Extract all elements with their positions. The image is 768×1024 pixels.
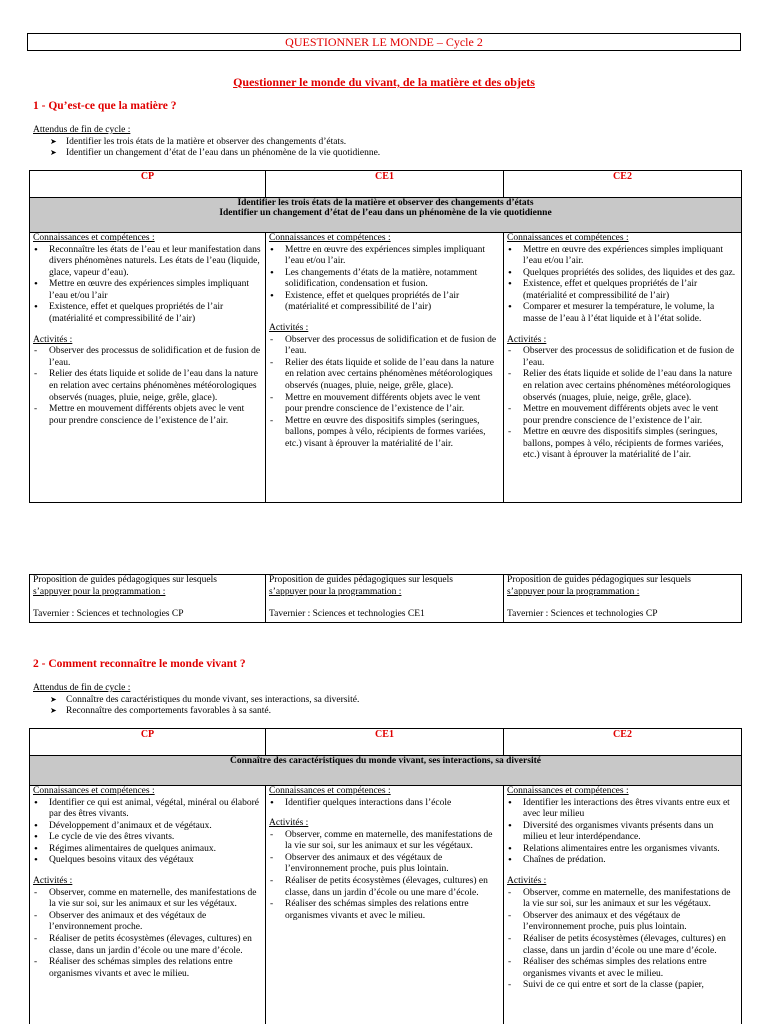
list-item: • Diversité des organismes vivants présents dans un milieu et leur interdépendance. — [507, 821, 738, 844]
activities-label: Activités : — [269, 323, 309, 334]
list-item: - Mettre en œuvre des dispositifs simples (seringues, ballons, pompes à vélo, récipients de formes variées, etc.) visant à éprouver la matérialité de l’air. — [269, 416, 500, 451]
cell-ce1 — [266, 233, 504, 503]
list-item: • Identifier les interactions des êtres vivants entre eux et avec leur milieu — [507, 798, 738, 821]
column-header-cp: CP — [30, 171, 266, 198]
list-item: - Mettre en mouvement différents objets avec le vent pour prendre conscience de l’existence de l’air. — [269, 393, 500, 416]
column-header-ce2: CE2 — [504, 729, 742, 756]
list-item: • Reconnaître les états de l’eau et leur manifestation dans divers phénomènes naturels. Les états de l’eau (liquide, glace, vapeur d’eau). — [33, 245, 262, 280]
section1-objectives-band — [30, 198, 742, 233]
cell-cp — [30, 233, 266, 503]
activities-label: Activités : — [33, 876, 73, 887]
cell-label: Connaissances et compétences : — [507, 233, 629, 243]
list-item: - Observer des animaux et des végétaux de l’environnement proche. — [33, 911, 262, 934]
cell-label: Connaissances et compétences : — [507, 786, 629, 796]
list-item: - Observer des animaux et des végétaux de l’environnement proche, puis plus lointain. — [269, 853, 500, 876]
list-item: • Mettre en œuvre des expériences simples impliquant l’eau et/ou l’air. — [269, 245, 500, 268]
document-subtitle: Questionner le monde du vivant, de la matière et des objets — [233, 75, 535, 89]
attendus-item: ➤ Connaître des caractéristiques du monde vivant, ses interactions, sa diversité. — [50, 695, 359, 707]
guide-line: s’appuyer pour la programmation : — [269, 586, 402, 597]
list-item: • Le cycle de vie des êtres vivants. — [33, 832, 262, 844]
list-item: - Observer des animaux et des végétaux de l’environnement proche, puis plus lointain. — [507, 911, 738, 934]
guide-line: s’appuyer pour la programmation : — [507, 586, 640, 597]
activities-label: Activités : — [269, 818, 309, 829]
list-item: - Réaliser de petits écosystèmes (élevages, cultures) en classe, dans un jardin d’école ou une mare d’école. — [33, 934, 262, 957]
list-item: • Existence, effet et quelques propriétés de l’air (matérialité et compressibilité de l’air) — [33, 302, 262, 325]
band-line: Connaître des caractéristiques du monde vivant, ses interactions, sa diversité — [230, 756, 541, 766]
section1-table — [29, 170, 742, 503]
attendus-label: Attendus de fin de cycle : — [33, 683, 131, 693]
band-line: Identifier les trois états de la matière et observer des changements d’états — [237, 198, 534, 208]
list-item: • Régimes alimentaires de quelques animaux. — [33, 844, 262, 856]
attendus-item: ➤ Reconnaître des comportements favorables à sa santé. — [50, 706, 359, 718]
list-item: - Relier des états liquide et solide de l’eau dans la nature en relation avec certains phénomènes météorologiques observés (nuages, pluie, neige, grêle, glace). — [507, 369, 738, 404]
attendus-item: ➤ Identifier les trois états de la matière et observer des changements d’états. — [50, 137, 380, 149]
list-item: - Suivi de ce qui entre et sort de la classe (papier, — [507, 980, 738, 992]
list-item: - Réaliser des schémas simples des relations entre organismes vivants et avec le milieu. — [507, 957, 738, 980]
guides-table — [29, 574, 742, 623]
list-item: • Relations alimentaires entre les organismes vivants. — [507, 844, 738, 856]
list-item: - Observer, comme en maternelle, des manifestations de la vie sur soi, sur les animaux et sur les végétaux. — [269, 830, 500, 853]
list-item: - Relier des états liquide et solide de l’eau dans la nature en relation avec certains phénomènes météorologiques observés (nuages, pluie, neige, grêle, glace). — [269, 358, 500, 393]
list-item: • Quelques propriétés des solides, des liquides et des gaz. — [507, 268, 738, 280]
attendus-item: ➤ Identifier un changement d’état de l’eau dans un phénomène de la vie quotidienne. — [50, 148, 380, 160]
section2-objectives-band — [30, 756, 742, 786]
list-item: • Comparer et mesurer la température, le volume, la masse de l’eau à l’état liquide et à l’état solide. — [507, 302, 738, 325]
band-line: Identifier un changement d’état de l’eau dans un phénomène de la vie quotidienne — [219, 208, 552, 219]
guide-reference: Tavernier : Sciences et technologies CP — [507, 609, 658, 620]
list-item: - Réaliser de petits écosystèmes (élevages, cultures) en classe, dans un jardin d’école ou une mare d’école. — [507, 934, 738, 957]
cell-label: Connaissances et compétences : — [269, 786, 391, 796]
list-item: - Réaliser de petits écosystèmes (élevages, cultures) en classe, dans un jardin d’école ou une mare d’école. — [269, 876, 500, 899]
guide-cell-ce1 — [266, 575, 504, 623]
list-item: • Existence, effet et quelques propriétés de l’air (matérialité et compressibilité de l’air) — [507, 279, 738, 302]
list-item: - Mettre en œuvre des dispositifs simples (seringues, ballons, pompes à vélo, récipients de formes variées, etc.) visant à éprouver la matérialité de l’air. — [507, 427, 738, 462]
list-item: - Observer, comme en maternelle, des manifestations de la vie sur soi, sur les animaux et sur les végétaux. — [507, 888, 738, 911]
section2-table — [29, 728, 742, 1024]
column-header-ce2: CE2 — [504, 171, 742, 198]
guide-cell-cp — [30, 575, 266, 623]
list-item: • Les changements d’états de la matière, notamment solidification, condensation et fusion. — [269, 268, 500, 291]
cell-ce2 — [504, 786, 742, 1024]
attendus-label: Attendus de fin de cycle : — [33, 125, 131, 135]
list-item: • Existence, effet et quelques propriétés de l’air (matérialité et compressibilité de l’air) — [269, 291, 500, 314]
guide-line: Proposition de guides pédagogiques sur lesquels — [269, 575, 453, 585]
list-item: - Relier des états liquide et solide de l’eau dans la nature en relation avec certains phénomènes météorologiques observés (nuages, pluie, neige, grêle, glace). — [33, 369, 262, 404]
list-item: • Mettre en œuvre des expériences simples impliquant l’eau et/ou l’air. — [507, 245, 738, 268]
guide-reference: Tavernier : Sciences et technologies CP — [33, 609, 184, 620]
cell-label: Connaissances et compétences : — [33, 233, 155, 243]
guide-line: Proposition de guides pédagogiques sur lesquels — [507, 575, 691, 585]
list-item: - Mettre en mouvement différents objets avec le vent pour prendre conscience de l’existence de l’air. — [33, 404, 262, 427]
list-item: - Observer des processus de solidification et de fusion de l’eau. — [269, 335, 500, 358]
list-item: - Observer, comme en maternelle, des manifestations de la vie sur soi, sur les animaux et sur les végétaux. — [33, 888, 262, 911]
list-item: • Chaînes de prédation. — [507, 855, 738, 867]
guide-cell-ce2 — [504, 575, 742, 623]
list-item: - Réaliser des schémas simples des relations entre organismes vivants et avec le milieu. — [269, 899, 500, 922]
column-header-ce1: CE1 — [266, 171, 504, 198]
cell-label: Connaissances et compétences : — [33, 786, 155, 796]
column-header-ce1: CE1 — [266, 729, 504, 756]
list-item: • Quelques besoins vitaux des végétaux — [33, 855, 262, 867]
list-item: • Développement d’animaux et de végétaux. — [33, 821, 262, 833]
section1-attendus — [33, 125, 380, 160]
list-item: • Mettre en œuvre des expériences simples impliquant l’eau et/ou l’air — [33, 279, 262, 302]
guide-reference: Tavernier : Sciences et technologies CE1 — [269, 609, 425, 620]
list-item: - Mettre en mouvement différents objets avec le vent pour prendre conscience de l’existence de l’air. — [507, 404, 738, 427]
section2-attendus — [33, 683, 359, 718]
list-item: • Identifier ce qui est animal, végétal, minéral ou élaboré par des êtres vivants. — [33, 798, 262, 821]
section2-title: 2 - Comment reconnaître le monde vivant ? — [33, 658, 246, 670]
section1-title: 1 - Qu’est-ce que la matière ? — [33, 100, 177, 112]
list-item: - Observer des processus de solidification et de fusion de l’eau. — [507, 346, 738, 369]
activities-label: Activités : — [33, 334, 73, 345]
column-header-cp: CP — [30, 729, 266, 756]
cell-ce2 — [504, 233, 742, 503]
cell-cp — [30, 786, 266, 1024]
cell-label: Connaissances et compétences : — [269, 233, 391, 243]
cell-ce1 — [266, 786, 504, 1024]
activities-label: Activités : — [507, 334, 547, 345]
list-item: • Identifier quelques interactions dans l’école — [269, 798, 500, 810]
list-item: - Observer des processus de solidification et de fusion de l’eau. — [33, 346, 262, 369]
guide-line: s’appuyer pour la programmation : — [33, 586, 166, 597]
list-item: - Réaliser des schémas simples des relations entre organismes vivants et avec le milieu. — [33, 957, 262, 980]
guide-line: Proposition de guides pédagogiques sur lesquels — [33, 575, 217, 585]
page-title: QUESTIONNER LE MONDE – Cycle 2 — [27, 33, 741, 51]
activities-label: Activités : — [507, 876, 547, 887]
